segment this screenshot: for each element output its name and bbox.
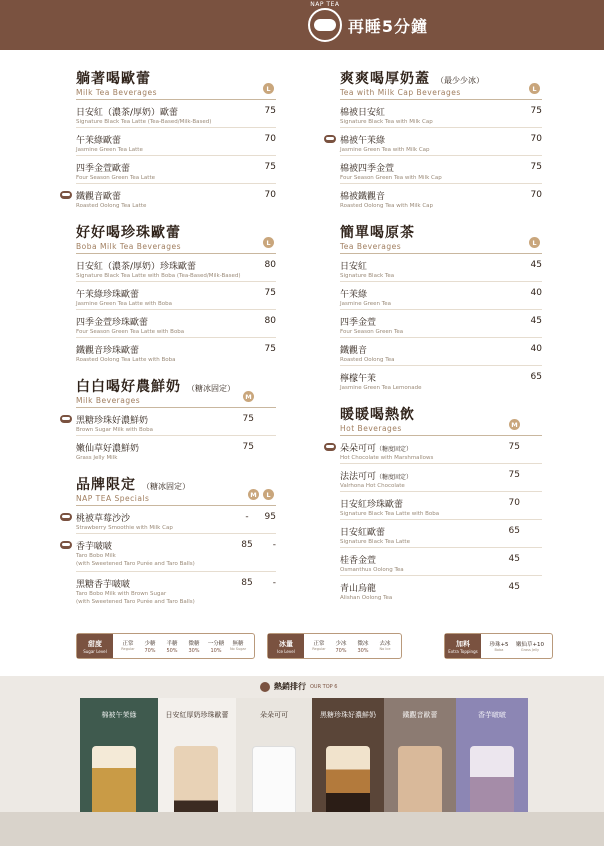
menu-item[interactable]: 桂香金萱 Osmanthus Oolong Tea 45 <box>340 548 542 576</box>
sugar-option[interactable]: 半糖 50% <box>166 640 178 654</box>
sugar-option[interactable]: 少糖 70% <box>144 640 156 654</box>
ice-option[interactable]: 去冰 No Ice <box>379 640 391 651</box>
sleep-mask-logo-icon <box>308 1 342 42</box>
size-badge: M <box>243 391 254 402</box>
section-title: 暖暖喝熱飲 <box>340 407 415 423</box>
item-price: 75 <box>530 162 542 172</box>
menu-item[interactable]: 日安紅（濃茶/厚奶）珍珠歐蕾 Signature Black Tea Latte with Boba (Tea-Based/Milk-Based) 80 <box>76 254 276 282</box>
menu-section <box>76 376 276 464</box>
hot-seller-icon <box>324 135 336 143</box>
top6-panel[interactable]: 棉被午茉綠 <box>80 698 158 828</box>
menu-item[interactable]: 棉被午茉綠 Jasmine Green Tea with Milk Cap 70 <box>340 128 542 156</box>
top6-panel[interactable]: 鐵觀音歐蕾 <box>384 698 456 828</box>
item-price: 40 <box>530 344 542 354</box>
item-price-l: - <box>272 540 276 550</box>
menu-column-left <box>76 68 276 620</box>
menu-item[interactable]: 朵朵可可（糖度固定） Hot Chocolate with Marshmallows 75 <box>340 436 542 464</box>
menu-item[interactable]: 青山烏龍 Alishan Oolong Tea 45 <box>340 582 520 601</box>
header-bar <box>0 0 604 50</box>
size-badge: L <box>529 237 540 248</box>
menu-item[interactable]: 法法可可（糖度固定） Valrhona Hot Chocolate 75 <box>340 464 542 492</box>
ice-option[interactable]: 微冰 30% <box>357 640 369 654</box>
hot-seller-icon <box>60 191 72 199</box>
section-title: 品牌限定 （糖冰固定） <box>76 477 190 493</box>
item-price: 75 <box>264 288 276 298</box>
menu-section <box>76 222 276 366</box>
item-price: 70 <box>508 498 520 508</box>
size-badge: M <box>509 419 520 430</box>
logo-text: NAP TEA <box>310 1 340 8</box>
section-subtitle: NAP TEA Specials <box>76 494 150 503</box>
item-price: 75 <box>264 344 276 354</box>
item-price: 75 <box>264 162 276 172</box>
item-price: 45 <box>508 554 520 564</box>
hot-seller-icon <box>324 443 336 451</box>
item-price-m: 85 <box>241 540 253 550</box>
menu-item[interactable]: 棉被四季金萱 Four Season Green Tea with Milk Cap 75 <box>340 156 542 184</box>
item-price-m: - <box>245 512 249 522</box>
item-price: 75 <box>264 106 276 116</box>
item-price: 70 <box>530 134 542 144</box>
menu-item[interactable]: 日安紅 Signature Black Tea 45 <box>340 254 542 282</box>
menu-item[interactable]: 桃被草莓沙沙 Strawberry Smoothie with Milk Cap - 95 <box>76 506 276 534</box>
hot-seller-icon <box>60 541 72 549</box>
menu-item[interactable]: 黑糖香芋啵啵 Taro Bobo Milk with Brown Sugar (with Sweetened Taro Purée and Taro Balls) 85 - <box>76 578 276 605</box>
menu-section <box>340 68 542 212</box>
ice-level-legend: 冰量 Ice Level 正常 Regular 少冰 70% 微冰 30% 去冰 No Ice <box>267 633 402 659</box>
item-price: 80 <box>264 260 276 270</box>
menu-item[interactable]: 日安紅歐蕾 Signature Black Tea Latte 65 <box>340 520 542 548</box>
top6-panel[interactable]: 黑糖珍珠好濃鮮奶 <box>312 698 384 828</box>
item-price: 75 <box>508 442 520 452</box>
top6-heading: 熱銷排行 OUR TOP 6 <box>260 681 337 692</box>
menu-item[interactable]: 日安紅珍珠歐蕾 Signature Black Tea Latte with Boba 70 <box>340 492 542 520</box>
section-title: 簡單喝原茶 <box>340 225 415 241</box>
sugar-option[interactable]: 無糖 No Sugar <box>229 640 247 651</box>
section-title: 好好喝珍珠歐蕾 <box>76 225 181 241</box>
hot-seller-icon <box>60 513 72 521</box>
menu-item[interactable]: 四季金萱 Four Season Green Tea 45 <box>340 310 542 338</box>
sugar-option[interactable]: 微糖 30% <box>188 640 200 654</box>
item-price: 80 <box>264 316 276 326</box>
brand <box>308 1 428 42</box>
sleep-mask-icon <box>260 682 270 692</box>
section-subtitle: Tea Beverages <box>340 242 402 251</box>
item-price-l: 95 <box>264 512 276 522</box>
size-badge: L <box>529 83 540 94</box>
menu-section <box>340 222 542 394</box>
tabletop <box>0 812 604 846</box>
size-badge: M <box>248 489 259 500</box>
sugar-option[interactable]: 正常 Regular <box>121 640 135 651</box>
section-subtitle: Milk Beverages <box>76 396 141 405</box>
menu-column-right <box>340 68 542 614</box>
brand-name: 再睡5分鐘 <box>347 16 428 36</box>
menu-item[interactable]: 嫩仙草好濃鮮奶 Grass Jelly Milk 75 <box>76 442 254 461</box>
item-price: 75 <box>508 470 520 480</box>
top6-panel[interactable]: 香芋啵啵 <box>456 698 528 828</box>
item-price: 45 <box>530 260 542 270</box>
menu-item[interactable]: 午茉綠歐蕾 Jasmine Green Tea Latte 70 <box>76 128 276 156</box>
size-badge: L <box>263 489 274 500</box>
menu-item[interactable]: 日安紅（濃茶/厚奶）歐蕾 Signature Black Tea Latte (Tea-Based/Milk-Based) 75 <box>76 100 276 128</box>
menu-item[interactable]: 午茉綠珍珠歐蕾 Jasmine Green Tea Latte with Boba 75 <box>76 282 276 310</box>
toppings-legend: 加料 Extra Toppings 珍珠+5 Boba 嫩仙草+10 Grass Jelly <box>444 633 553 659</box>
item-price-l: - <box>272 578 276 588</box>
menu-item[interactable]: 香芋啵啵 Taro Bobo Milk (with Sweetened Taro Purée and Taro Balls) 85 - <box>76 534 276 572</box>
menu-section <box>76 474 276 610</box>
item-price: 45 <box>508 582 520 592</box>
sugar-option[interactable]: 一分糖 10% <box>207 640 225 654</box>
section-title: 白白喝好農鮮奶 （糖冰固定） <box>76 379 235 395</box>
menu-item[interactable]: 鐵觀音歐蕾 Roasted Oolong Tea Latte 70 <box>76 184 276 212</box>
item-price: 70 <box>264 190 276 200</box>
menu-item[interactable]: 鐵觀音珍珠歐蕾 Roasted Oolong Tea Latte with Boba 75 <box>76 344 276 363</box>
item-price: 40 <box>530 288 542 298</box>
section-subtitle: Milk Tea Beverages <box>76 88 158 97</box>
menu-section <box>340 404 542 604</box>
menu-item[interactable]: 四季金萱珍珠歐蕾 Four Season Green Tea Latte with Boba 80 <box>76 310 276 338</box>
section-title: 躺著喝歐蕾 <box>76 71 151 87</box>
topping-option[interactable]: 嫩仙草+10 Grass Jelly <box>515 642 545 652</box>
item-price-m: 75 <box>242 442 254 452</box>
menu-item[interactable]: 檸檬午茉 Jasmine Green Tea Lemonade 65 <box>340 372 542 391</box>
item-price: 65 <box>508 526 520 536</box>
section-subtitle: Hot Beverages <box>340 424 402 433</box>
item-price: 45 <box>530 316 542 326</box>
hot-seller-icon <box>60 415 72 423</box>
topping-option[interactable]: 珍珠+5 Boba <box>489 642 509 652</box>
section-subtitle: Boba Milk Tea Beverages <box>76 242 182 251</box>
menu-item[interactable]: 黑糖珍珠好濃鮮奶 Brown Sugar Milk with Boba 75 <box>76 408 276 436</box>
section-subtitle: Tea with Milk Cap Beverages <box>340 88 461 97</box>
size-badge: L <box>263 83 274 94</box>
menu-item[interactable]: 鐵觀音 Roasted Oolong Tea 40 <box>340 338 542 366</box>
item-price: 70 <box>264 134 276 144</box>
size-badge: L <box>263 237 274 248</box>
section-title: 爽爽喝厚奶蓋 （最少少冰） <box>340 71 484 87</box>
ice-option[interactable]: 正常 Regular <box>312 640 326 651</box>
menu-item[interactable]: 四季金萱歐蕾 Four Season Green Tea Latte 75 <box>76 156 276 184</box>
item-price: 70 <box>530 190 542 200</box>
top6-panel[interactable]: 日安紅厚奶珍珠歐蕾 <box>158 698 236 828</box>
menu-item[interactable]: 棉被日安紅 Signature Black Tea with Milk Cap 75 <box>340 100 542 128</box>
menu-item[interactable]: 棉被鐵觀音 Roasted Oolong Tea with Milk Cap 70 <box>340 190 542 209</box>
item-price: 75 <box>530 106 542 116</box>
item-price: 65 <box>530 372 542 382</box>
menu-section <box>76 68 276 212</box>
ice-option[interactable]: 少冰 70% <box>335 640 347 654</box>
sugar-level-legend: 甜度 Sugar Level 正常 Regular 少糖 70% 半糖 50% 微糖 30% 一分糖 10% 無糖 No Sugar <box>76 633 255 659</box>
item-price-m: 75 <box>242 414 254 424</box>
menu-item[interactable]: 午茉綠 Jasmine Green Tea 40 <box>340 282 542 310</box>
top6-panel[interactable]: 朵朵可可 <box>236 698 312 828</box>
item-price-m: 85 <box>241 578 253 588</box>
